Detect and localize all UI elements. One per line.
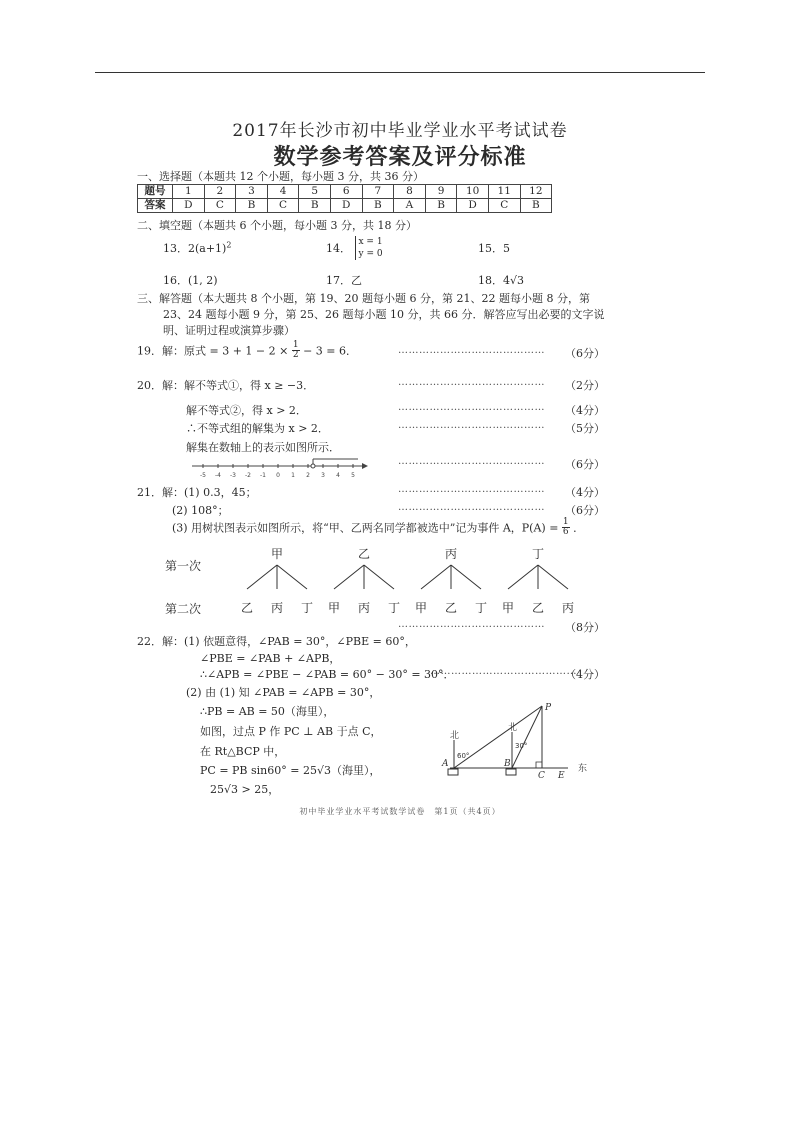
answer-table	[137, 184, 552, 213]
tree-leaf-node: 乙	[444, 601, 458, 615]
table-cell: 9	[425, 185, 457, 199]
tree-leaf-node: 甲	[501, 601, 515, 615]
line-bp	[512, 706, 542, 768]
tree-root-node: 甲	[270, 547, 284, 561]
q22-line5: ∴PB = AB = 50（海里），	[200, 705, 335, 718]
table-cell: 5	[299, 185, 331, 199]
tree-root-node: 丁	[531, 547, 545, 561]
tree-root-node: 乙	[357, 547, 371, 561]
answer-13-exponent: 2	[226, 240, 232, 250]
q21-frac-den: 6	[562, 527, 569, 537]
q21-line1: 21．解：(1) 0.3，45；	[137, 486, 257, 499]
table-cell: D	[173, 199, 205, 213]
answer-14-label: 14．	[326, 242, 351, 255]
geometry-figure	[438, 698, 598, 780]
q21-line2: (2) 108°；	[172, 504, 229, 517]
answer-17: 17．乙	[326, 274, 362, 287]
answer-14-system	[355, 236, 383, 260]
q20-dots4: ……………………………………	[398, 456, 545, 467]
q19-frac-den: 2	[292, 350, 299, 360]
section3-heading-line3: 明、证明过程或演算步骤）	[163, 324, 295, 337]
q22-dots: ……………………………………	[430, 666, 577, 677]
page-footer: 初中毕业学业水平考试数学试卷 第1页（共4页）	[299, 807, 501, 816]
number-line-tick-label: -4	[215, 472, 221, 479]
q19-solution	[137, 341, 357, 360]
table-cell: B	[236, 199, 268, 213]
table-header-number: 题号	[138, 185, 173, 199]
q21-dots3: ……………………………………	[398, 619, 545, 630]
tree-first-label: 第一次	[165, 559, 202, 573]
q21-dots2: ……………………………………	[398, 502, 545, 513]
table-cell: A	[394, 199, 426, 213]
table-row-numbers	[138, 185, 552, 199]
answer-16: 16．(1, 2)	[163, 274, 218, 287]
angle-60-label: 60°	[457, 752, 470, 760]
tree-leaf-node: 甲	[414, 601, 428, 615]
tree-leaf-node: 乙	[240, 601, 254, 615]
tree-branch	[277, 565, 307, 589]
number-line	[190, 456, 370, 482]
tree-branch	[421, 565, 451, 589]
answer-key-title: 数学参考答案及评分标准	[273, 145, 527, 170]
answer-14-line2: y = 0	[358, 249, 383, 259]
tree-branch	[451, 565, 481, 589]
section3-heading-line1: 三、解答题（本大题共 8 个小题，第 19、20 题每小题 6 分，第 21、22 题每小题 8 分，第	[137, 292, 590, 305]
table-cell: C	[204, 199, 236, 213]
q19-score: （6分）	[565, 347, 605, 360]
table-cell: C	[267, 199, 299, 213]
q20-score2: （4分）	[565, 404, 605, 417]
north-label-a: 北	[450, 731, 460, 741]
q20-score4: （6分）	[565, 458, 605, 471]
table-cell: 8	[394, 185, 426, 199]
table-cell: B	[520, 199, 552, 213]
answer-15: 15．5	[478, 242, 510, 255]
tree-leaf-node: 丙	[357, 601, 371, 615]
q20-line3: ∴不等式组的解集为 x > 2．	[186, 422, 329, 435]
table-cell: 2	[204, 185, 236, 199]
exam-title: 2017年长沙市初中毕业学业水平考试试卷	[232, 121, 568, 141]
point-a-label: A	[442, 759, 449, 769]
tree-leaf-node: 丙	[561, 601, 575, 615]
q20-line4: 解集在数轴上的表示如图所示．	[186, 441, 340, 454]
tree-branch	[538, 565, 568, 589]
q19-fraction	[292, 341, 300, 360]
table-cell: 4	[267, 185, 299, 199]
q21-line3-text: (3) 用树状图表示如图所示，将“甲、乙两名同学都被选中”记为事件 A，P(A) =	[172, 521, 559, 535]
table-cell: 1	[173, 185, 205, 199]
q22-line6: 如图，过点 P 作 PC ⊥ AB 于点 C，	[200, 725, 382, 738]
north-label-b: 北	[508, 723, 518, 733]
number-line-tick-label: 5	[351, 472, 355, 479]
q19-text-b: − 3 = 6．	[303, 344, 357, 358]
ship-a-icon	[448, 769, 458, 775]
number-line-tick-label: 4	[336, 472, 340, 479]
table-cell: 6	[330, 185, 362, 199]
q21-score1: （4分）	[565, 486, 605, 499]
table-cell: D	[457, 199, 489, 213]
table-cell: C	[488, 199, 520, 213]
tree-branch	[247, 565, 277, 589]
q22-line2: ∠PBE = ∠PAB + ∠APB，	[200, 652, 341, 665]
number-line-tick-label: 3	[321, 472, 325, 479]
number-line-tick-label: -1	[260, 472, 266, 479]
point-c-label: C	[538, 771, 545, 780]
answer-14-line1: x = 1	[358, 237, 383, 247]
tree-leaf-node: 甲	[327, 601, 341, 615]
q21-score3: （8分）	[565, 621, 605, 634]
section1-heading: 一、选择题（本题共 12 个小题，每小题 3 分，共 36 分）	[137, 170, 424, 183]
q19-text-a: 19．解：原式 = 3 + 1 − 2 ×	[137, 344, 289, 358]
tree-leaf-node: 丁	[474, 601, 488, 615]
q22-line4: (2) 由 (1) 知 ∠PAB = ∠APB = 30°，	[186, 686, 381, 699]
number-line-tick-label: 0	[276, 472, 280, 479]
table-cell: B	[425, 199, 457, 213]
table-cell: 11	[488, 185, 520, 199]
point-b-label: B	[504, 759, 511, 769]
q20-dots3: ……………………………………	[398, 420, 545, 431]
tree-leaf-node: 丁	[300, 601, 314, 615]
q22-line9: 25√3 > 25，	[210, 783, 280, 796]
point-p-label: P	[545, 703, 552, 713]
header-rule	[95, 72, 705, 73]
right-angle-mark	[536, 762, 542, 768]
point-e-label: E	[558, 771, 565, 780]
q20-score3: （5分）	[565, 422, 605, 435]
table-cell: B	[362, 199, 394, 213]
table-cell: 10	[457, 185, 489, 199]
q20-dots1: ……………………………………	[398, 377, 545, 388]
angle-30-label: 30°	[515, 742, 528, 750]
answer-13	[163, 240, 231, 256]
q22-line8: PC = PB sin60° = 25√3（海里），	[200, 764, 381, 777]
q20-dots2: ……………………………………	[398, 402, 545, 413]
table-cell: 7	[362, 185, 394, 199]
section2-heading: 二、填空题（本题共 6 个小题，每小题 3 分，共 18 分）	[137, 219, 417, 232]
number-line-tick-label: 1	[291, 472, 295, 479]
q20-score1: （2分）	[565, 379, 605, 392]
q21-dots1: ……………………………………	[398, 484, 545, 495]
q22-line3: ∴∠APB = ∠PBE − ∠PAB = 60° − 30° = 30°．	[200, 668, 455, 681]
table-row-answers	[138, 199, 552, 213]
number-line-tick-label: -5	[200, 472, 206, 479]
east-label: 东	[578, 764, 588, 774]
answer-13-text: 13．2(a+1)	[163, 242, 227, 255]
number-line-tick-label: 2	[306, 472, 310, 479]
q22-score: （4分）	[565, 668, 605, 681]
table-cell: 12	[520, 185, 552, 199]
q21-fraction	[562, 518, 570, 537]
tree-root-node: 丙	[444, 547, 458, 561]
open-circle-2	[311, 464, 315, 468]
tree-branch	[508, 565, 538, 589]
tree-branch	[334, 565, 364, 589]
table-header-answer: 答案	[138, 199, 173, 213]
tree-second-label: 第二次	[165, 602, 202, 616]
q20-line2: 解不等式②，得 x > 2．	[186, 404, 307, 417]
section3-heading-line2: 23、24 题每小题 9 分，第 25、26 题每小题 10 分，共 66 分．解答应写出必要的文字说	[163, 308, 605, 321]
answer-18: 18．4√3	[478, 274, 525, 287]
ship-b-icon	[506, 769, 516, 775]
q22-line1: 22．解：(1) 依题意得，∠PAB = 30°，∠PBE = 60°，	[137, 635, 416, 648]
tree-diagram	[225, 545, 585, 620]
number-line-tick-label: -2	[245, 472, 251, 479]
number-line-tick-label: -3	[230, 472, 236, 479]
q21-line3-end: ．	[573, 521, 585, 535]
tree-branch	[364, 565, 394, 589]
q21-score2: （6分）	[565, 504, 605, 517]
table-cell: B	[299, 199, 331, 213]
answer-14	[326, 236, 383, 260]
table-cell: 3	[236, 185, 268, 199]
q19-frac-num: 1	[292, 340, 299, 350]
tree-leaf-node: 乙	[531, 601, 545, 615]
q21-frac-num: 1	[562, 517, 569, 527]
table-cell: D	[330, 199, 362, 213]
q19-dots: ……………………………………	[398, 345, 545, 356]
q22-line7: 在 Rt△BCP 中，	[200, 745, 286, 758]
number-line-arrow	[362, 463, 368, 469]
tree-leaf-node: 丙	[270, 601, 284, 615]
q21-line3	[172, 518, 584, 537]
tree-leaf-node: 丁	[387, 601, 401, 615]
q20-line1: 20．解：解不等式①，得 x ≥ −3．	[137, 379, 315, 392]
